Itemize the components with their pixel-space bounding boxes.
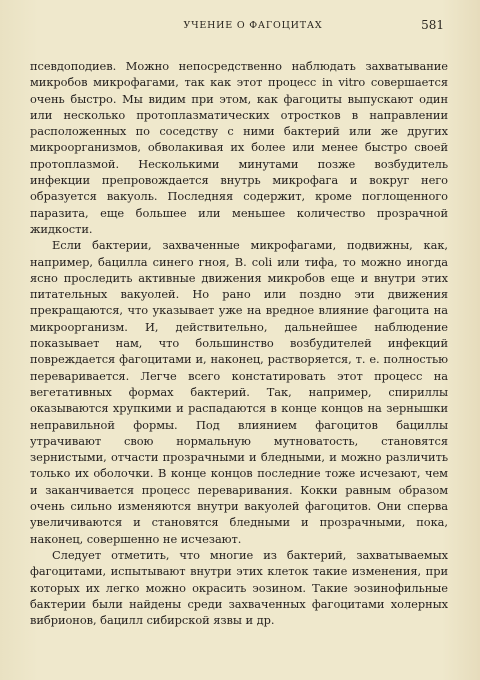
page-number: 581 — [421, 18, 444, 32]
paragraph-2: Если бактерии, захваченные микрофагами, подвижны, как, например, бацилла синего гноя, B. coli или тифа, то можно иногда ясно проследить активные движения микробов еще и внутри этих питательных вакуолей. Но рано или поздно эти движения прекращаются, что указывает уже на вредное влияние фагоцита на микроорганизм. И, действительно, дальнейшее наблюдение показывает нам, что большинство возбудителей инфекций повреждается фагоцитами и, наконец, растворяется, т. е. полностью переваривается. Легче всего констатировать этот процесс на вегетативных формах бактерий. Так, например, спириллы оказываются хрупкими и распадаются в конце концов на зернышки неправильной формы. Под влиянием фагоцитов бациллы утрачивают свою нормальную мутноватость, становятся зернистыми, отчасти прозрачными и бледными, и можно различить только их оболочки. В конце концов последние тоже исчезают, чем и заканчивается процесс переваривания. Кокки равным образом очень сильно изменяются внутри вакуолей фагоцитов. Они сперва увеличиваются и становятся бледными и прозрачными, пока, наконец, совершенно не исчезают. — [30, 238, 448, 546]
paragraph-3: Следует отметить, что многие из бактерий, захватываемых фагоцитами, испытывают внутри этих клеток такие изменения, при которых их легко можно окрасить эозином. Такие эозинофильные бактерии были найдены среди захваченных фагоцитами холерных вибрионов, бацилл сибирской язвы и др. — [30, 547, 448, 628]
running-title: УЧЕНИЕ О ФАГОЦИТАХ — [183, 20, 323, 31]
page-header — [62, 20, 444, 42]
paragraph-1: псевдоподиев. Можно непосредственно наблюдать захватывание микробов микрофагами, так как этот процесс in vitro совершается очень быстро. Мы видим при этом, как фагоциты выпускают один или несколько протоплазматических отростков в направлении расположенных по соседству с ними бактерий или же других микроорганизмов, обволакивая их более или менее быстро своей протоплазмой. Несколькими минутами позже возбудитель инфекции препровождается внутрь микрофага и вокруг него образуется вакуоль. Последняя содержит, кроме поглощенного паразита, еще большее или меньшее количество прозрачной жидкости. — [30, 59, 448, 236]
body-text — [30, 58, 448, 628]
